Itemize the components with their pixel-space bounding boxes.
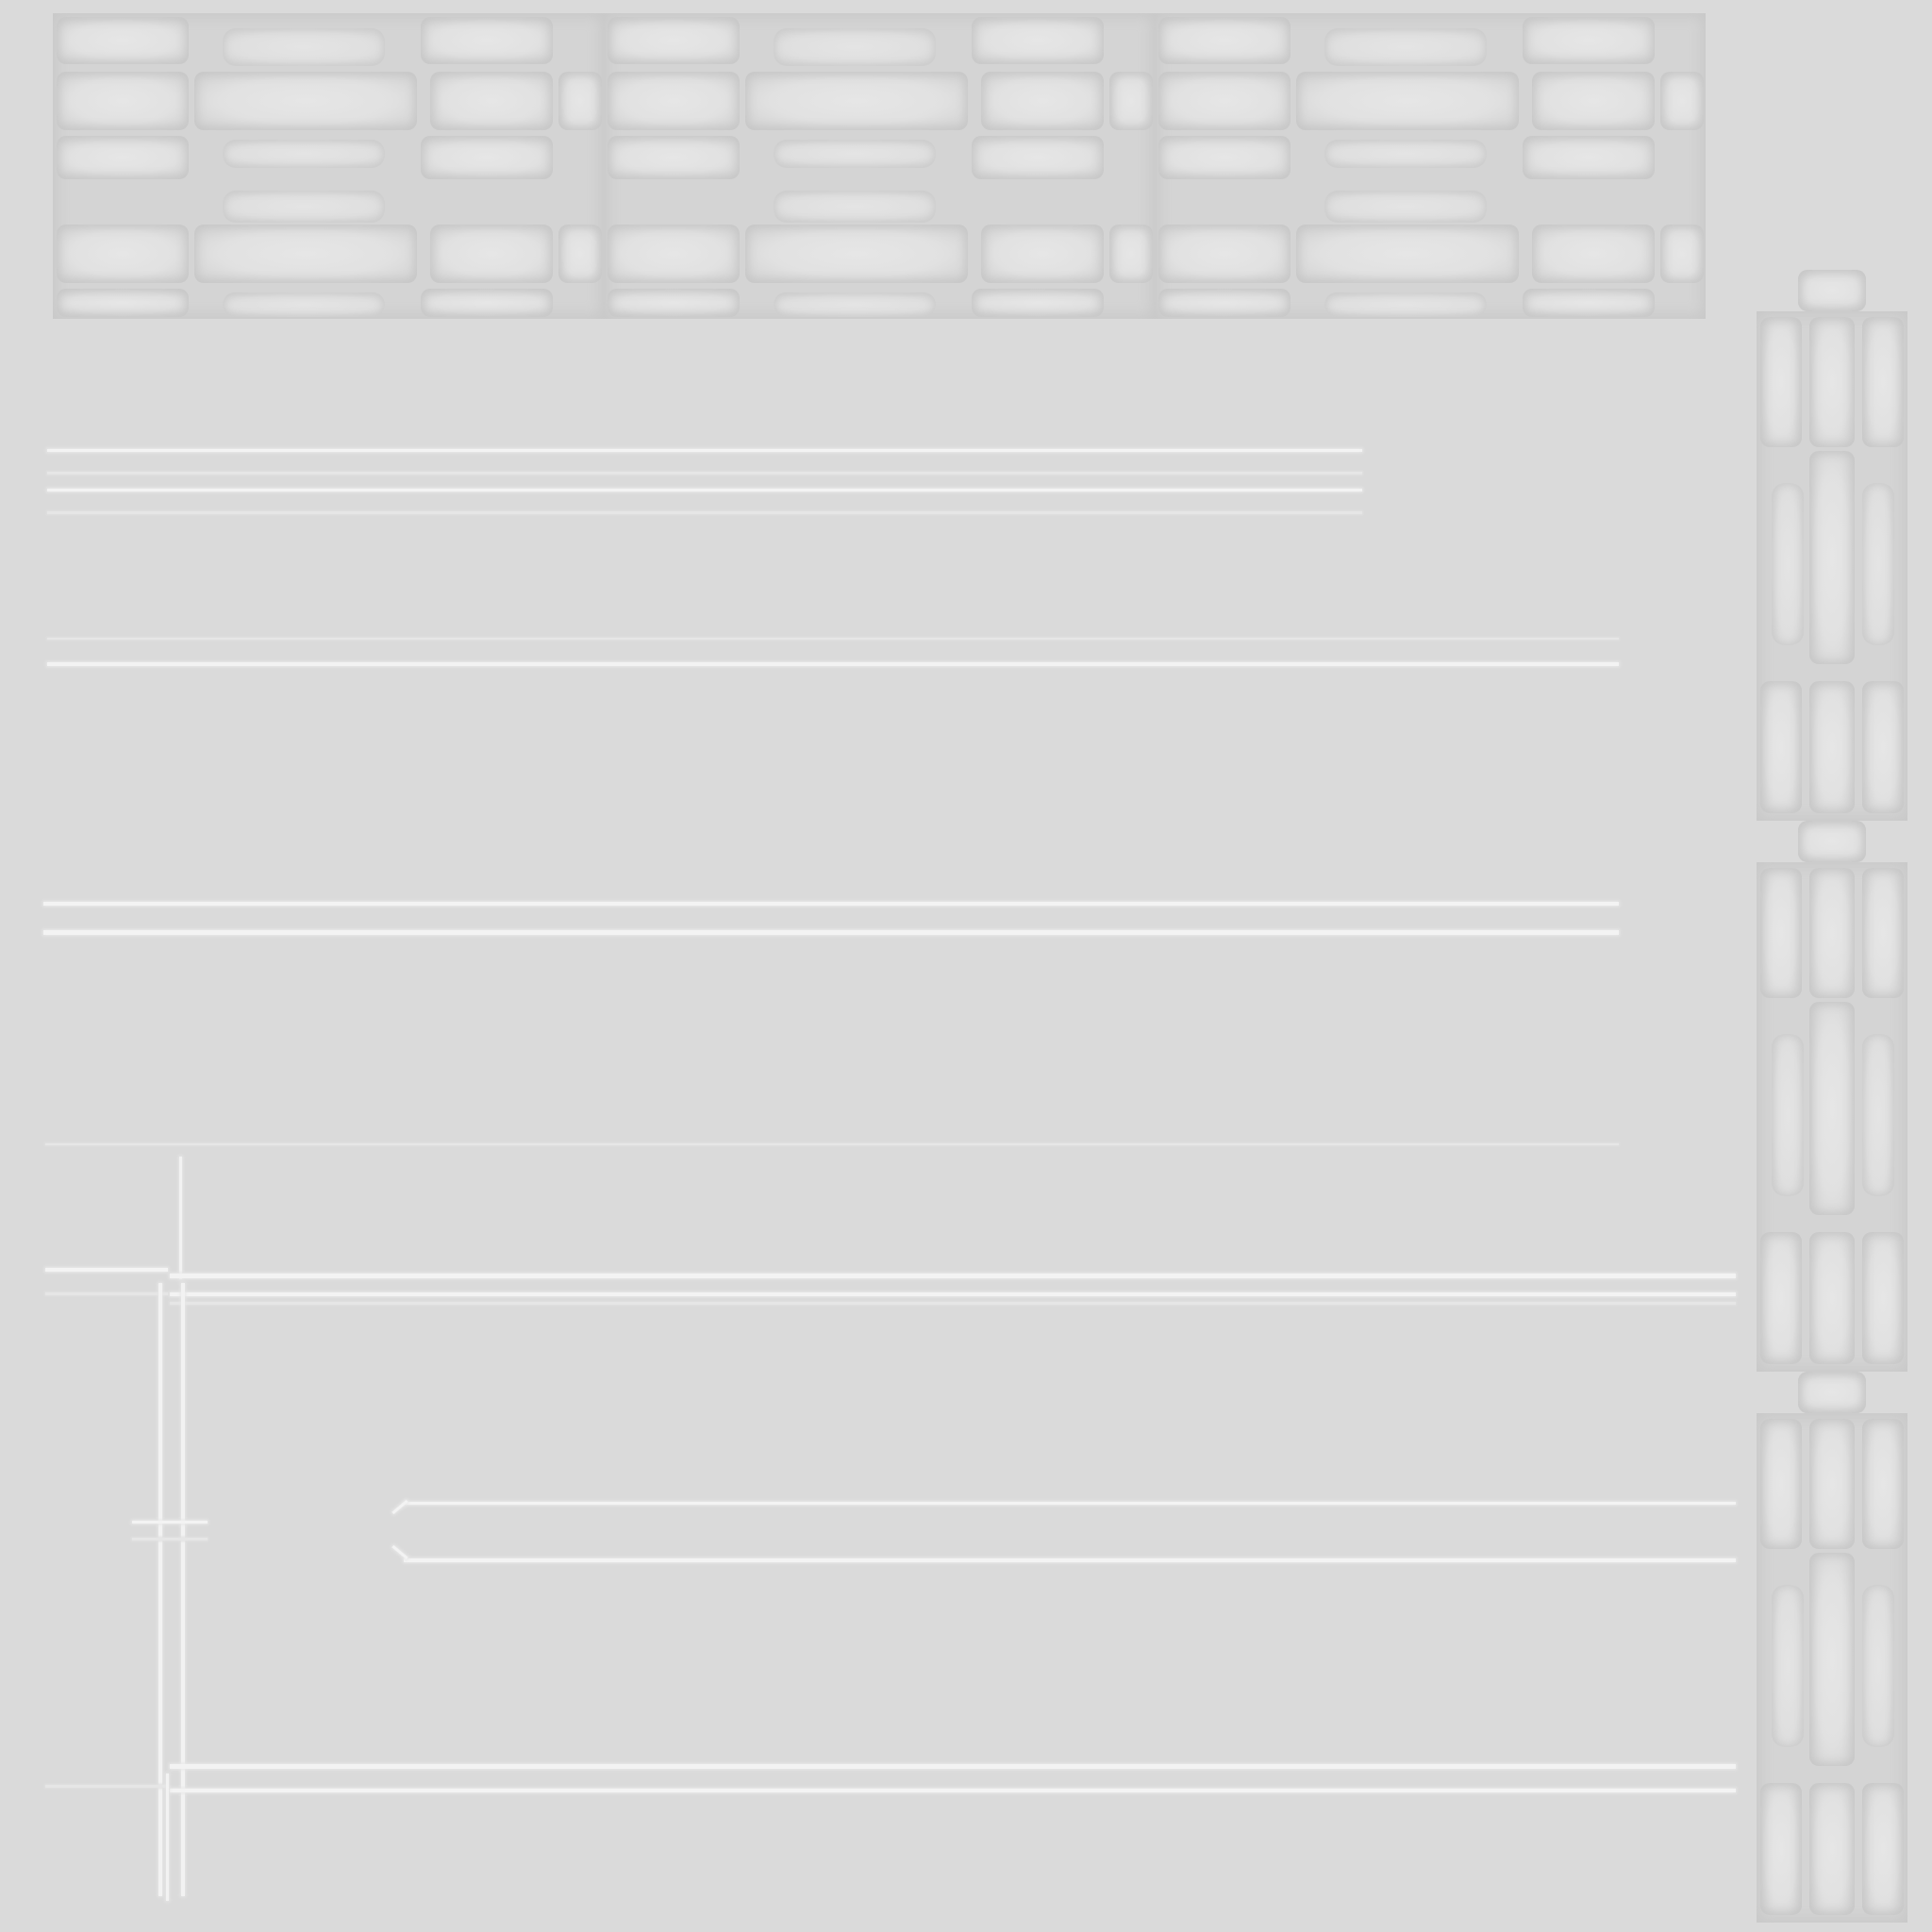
brick [1798,270,1866,311]
brick [1158,136,1291,179]
trim-line [43,902,1619,906]
frame-mid-rail [404,1502,1736,1505]
frame-junction [132,1538,208,1541]
brick [608,136,740,179]
brick [223,140,385,168]
brick [1158,72,1291,130]
brick [1324,191,1487,223]
brick [1862,1783,1904,1915]
brick [57,72,189,130]
brick [1523,136,1655,179]
trim-line [43,930,1619,935]
brick [421,289,553,317]
side-brick-column [1757,270,1907,1923]
brick [774,292,936,317]
brick [1862,681,1904,813]
brick [1158,225,1291,283]
frame-bottom-bar [45,1785,168,1788]
brick [1760,1419,1802,1549]
frame-mid-rail-tip [391,1545,408,1559]
trim-line [45,1143,1619,1145]
frame-top-bar [170,1292,1736,1296]
side-brick-tile-3 [1757,1372,1907,1923]
top-brick-tile-2 [604,13,1155,319]
brick [1809,681,1855,813]
brick [972,136,1104,179]
brick [745,72,968,130]
frame-mid-rail [404,1558,1736,1562]
brick [774,28,936,66]
frame-corner-piece [0,1151,1745,1906]
frame-top-bar [170,1302,1736,1305]
trim-strip-1 [47,443,1362,519]
brick [608,72,740,130]
brick [430,72,553,130]
trim-strip-2 [47,634,1619,672]
brick [745,225,968,283]
trim-line [47,472,1362,475]
frame-top-bar [170,1274,1736,1278]
top-brick-tile-3 [1155,13,1706,319]
brick [1324,140,1487,168]
frame-left-stub [45,1292,168,1295]
frame-post [181,1283,185,1896]
brick [1809,1783,1855,1915]
brick [1760,1783,1802,1915]
brick [1809,317,1855,447]
brick [1862,1232,1904,1364]
brick [558,225,602,283]
trim-line [47,638,1619,640]
brick [1772,483,1804,645]
brick [1862,483,1894,645]
brick [1862,1585,1894,1747]
brick [1760,1232,1802,1364]
brick [1532,225,1655,283]
side-brick-tile-1 [1757,270,1907,821]
brick [1809,1232,1855,1364]
brick [57,17,189,64]
brick [194,72,417,130]
brick [981,225,1104,283]
brick [1760,317,1802,447]
frame-post [158,1283,162,1896]
brick [1862,868,1904,998]
brick [194,225,417,283]
brick [1296,72,1519,130]
brick [1809,1419,1855,1549]
frame-left-stub [45,1268,168,1272]
brick [1809,451,1855,664]
brick [1862,1034,1894,1196]
brick [1158,289,1291,317]
brick [57,136,189,179]
trim-strip-4 [45,1141,1619,1147]
brick [1324,292,1487,317]
brick [1660,225,1704,283]
brick [1798,821,1866,862]
brick [608,289,740,317]
brick [1158,17,1291,64]
brick [1809,868,1855,998]
brick [608,225,740,283]
brick [1772,1585,1804,1747]
frame-bottom-bar [170,1789,1736,1792]
frame-vertical-thin [179,1157,182,1279]
trim-line [47,449,1362,452]
brick [1532,72,1655,130]
brick [981,72,1104,130]
brick [421,17,553,64]
brick [608,17,740,64]
brick [1862,1419,1904,1549]
brick [972,289,1104,317]
brick [1324,28,1487,66]
trim-line [47,662,1619,666]
brick [1862,317,1904,447]
brick [1760,868,1802,998]
brick [1772,1034,1804,1196]
brick [1523,17,1655,64]
brick [223,28,385,66]
brick [1660,72,1704,130]
frame-lower-post [166,1774,169,1901]
trim-line [47,511,1362,514]
brick [1296,225,1519,283]
brick [1809,1553,1855,1766]
brick [1109,72,1153,130]
brick [774,191,936,223]
brick [57,289,189,317]
brick [1760,681,1802,813]
brick [421,136,553,179]
frame-junction [132,1521,208,1524]
brick [1809,1002,1855,1215]
brick [223,292,385,317]
trim-strip-3 [43,896,1619,953]
brick [1109,225,1153,283]
trim-line [47,489,1362,491]
brick [1798,1372,1866,1413]
brick [1523,289,1655,317]
brick [972,17,1104,64]
top-brick-tile-1 [53,13,604,319]
brick [430,225,553,283]
brick [774,140,936,168]
brick [558,72,602,130]
frame-bottom-bar [170,1764,1736,1769]
brick [57,225,189,283]
brick [223,191,385,223]
side-brick-tile-2 [1757,821,1907,1372]
frame-mid-rail-tip [391,1500,408,1514]
